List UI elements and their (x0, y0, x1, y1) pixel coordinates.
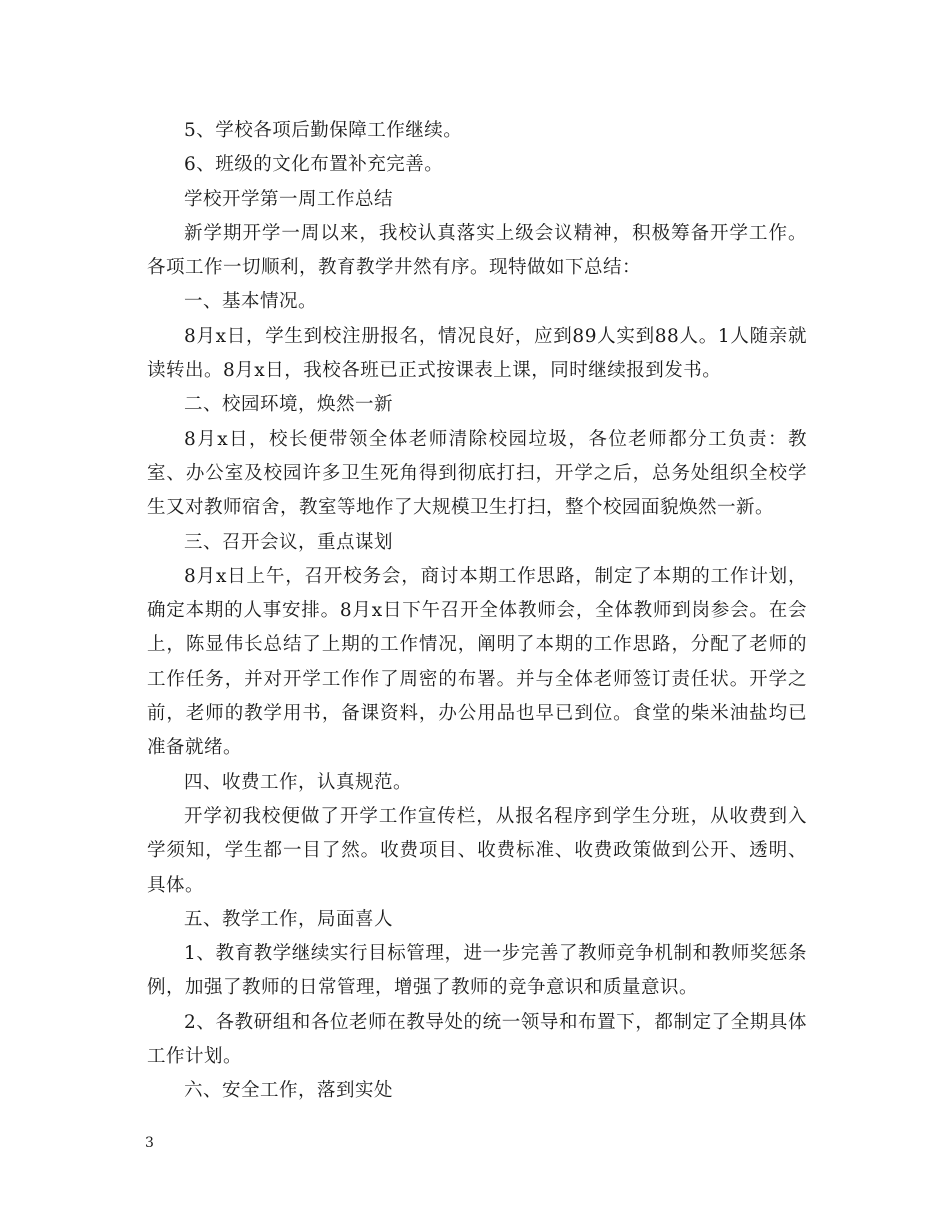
paragraph-teaching-2: 2、各教研组和各位老师在教导处的统一领导和布置下，都制定了全期具体工作计划。 (147, 1011, 807, 1068)
heading-fees: 四、收费工作，认真规范。 (184, 771, 413, 793)
heading-safety: 六、安全工作，落到实处 (184, 1080, 394, 1102)
paragraph-teaching-1: 1、教育教学继续实行目标管理，进一步完善了教师竞争机制和教师奖惩条例，加强了教师的日常管理，增强了教师的竞争意识和质量意识。 (147, 943, 807, 999)
section-title: 学校开学第一周工作总结 (184, 188, 394, 210)
paragraph-class-culture: 6、班级的文化布置补充完善。 (184, 154, 444, 176)
page-number: 3 (145, 1135, 154, 1151)
paragraph-fees: 开学初我校便做了开学工作宣传栏，从报名程序到学生分班，从收费到入学须知，学生都一目了然。收费项目、收费标准、收费政策做到公开、透明、具体。 (147, 805, 807, 896)
paragraph-logistics: 5、学校各项后勤保障工作继续。 (184, 120, 463, 141)
heading-campus-environment: 二、校园环境，焕然一新 (184, 394, 394, 416)
paragraph-cleanup: 8月x日，校长便带领全体老师清除校园垃圾，各位老师都分工负责：教室、办公室及校园许多卫生死角得到彻底打扫，开学之后，总务处组织全校学生又对教师宿舍，教室等地作了大规模卫生打扫，整个校园面貌焕然一新。 (147, 428, 807, 519)
document-body (147, 114, 807, 1109)
heading-basic-situation: 一、基本情况。 (184, 291, 318, 313)
heading-meetings: 三、召开会议，重点谋划 (184, 531, 394, 553)
paragraph-intro: 新学期开学一周以来，我校认真落实上级会议精神，积极筹备开学工作。各项工作一切顺利，教育教学井然有序。现特做如下总结： (147, 222, 807, 279)
heading-teaching: 五、教学工作，局面喜人 (184, 908, 394, 930)
paragraph-meetings: 8月x日上午，召开校务会，商讨本期工作思路，制定了本期的工作计划，确定本期的人事安排。8月x日下午召开全体教师会，全体教师到岗参会。在会上，陈显伟长总结了上期的工作情况，阐明了本期的工作思路，分配了老师的工作任务，并对开学工作作了周密的布署。并与全体老师签订责任状。开学之前，老师的教学用书，备课资料，办公用品也早已到位。食堂的柴米油盐均已准备就绪。 (147, 565, 807, 759)
paragraph-registration: 8月x日，学生到校注册报名，情况良好，应到89人实到88人。1人随亲就读转出。8月x日，我校各班已正式按课表上课，同时继续报到发书。 (147, 325, 807, 382)
